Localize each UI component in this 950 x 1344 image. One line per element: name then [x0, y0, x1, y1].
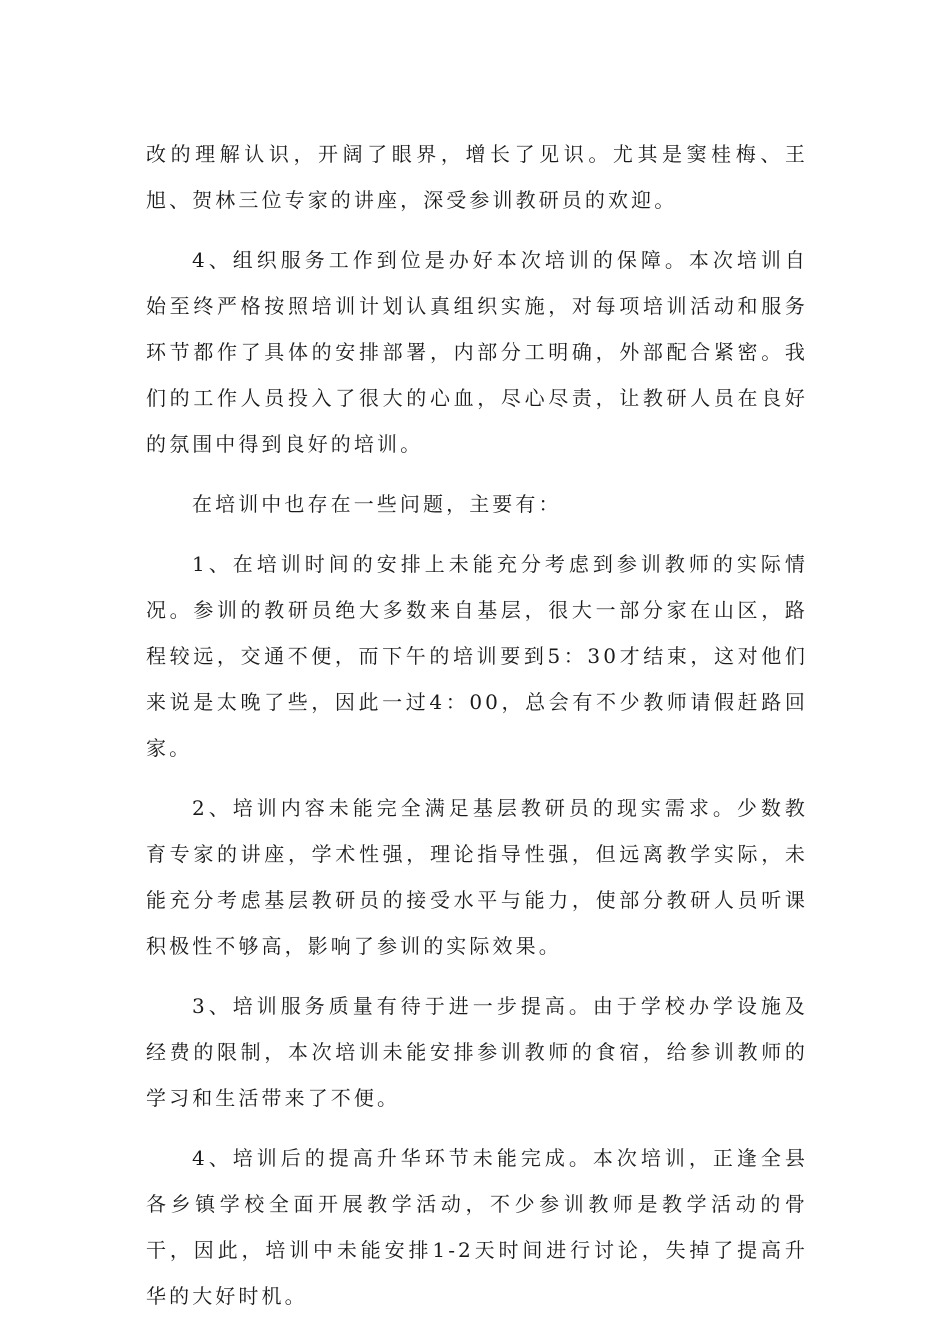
document-body	[146, 131, 808, 1333]
paragraph-problems-intro: 在培训中也存在一些问题，主要有：	[192, 492, 562, 516]
paragraph-problem-4: 4、培训后的提高升华环节未能完成。本次培训，正逢全县各乡镇学校全面开展教学活动，不少参训教师是教学活动的骨干，因此，培训中未能安排1-2天时间进行讨论，失掉了提高升华的大好时机。	[146, 1146, 808, 1308]
paragraph-continuation: 改的理解认识，开阔了眼界，增长了见识。尤其是窦桂梅、王旭、贺林三位专家的讲座，深受参训教研员的欢迎。	[146, 142, 808, 212]
paragraph-item-4-service: 4、组织服务工作到位是办好本次培训的保障。本次培训自始至终严格按照培训计划认真组织实施，对每项培训活动和服务环节都作了具体的安排部署，内部分工明确，外部配合紧密。我们的工作人员投入了很大的心血，尽心尽责，让教研人员在良好的氛围中得到良好的培训。	[146, 248, 808, 456]
paragraph-problem-3: 3、培训服务质量有待于进一步提高。由于学校办学设施及经费的限制，本次培训未能安排参训教师的食宿，给参训教师的学习和生活带来了不便。	[146, 994, 808, 1110]
paragraph-problem-1: 1、在培训时间的安排上未能充分考虑到参训教师的实际情况。参训的教研员绝大多数来自基层，很大一部分家在山区，路程较远，交通不便，而下午的培训要到5：30才结束，这对他们来说是太晚了些，因此一过4：00，总会有不少教师请假赶路回家。	[146, 552, 808, 760]
paragraph-problem-2: 2、培训内容未能完全满足基层教研员的现实需求。少数教育专家的讲座，学术性强，理论指导性强，但远离教学实际，未能充分考虑基层教研员的接受水平与能力，使部分教研人员听课积极性不够高，影响了参训的实际效果。	[146, 796, 808, 958]
